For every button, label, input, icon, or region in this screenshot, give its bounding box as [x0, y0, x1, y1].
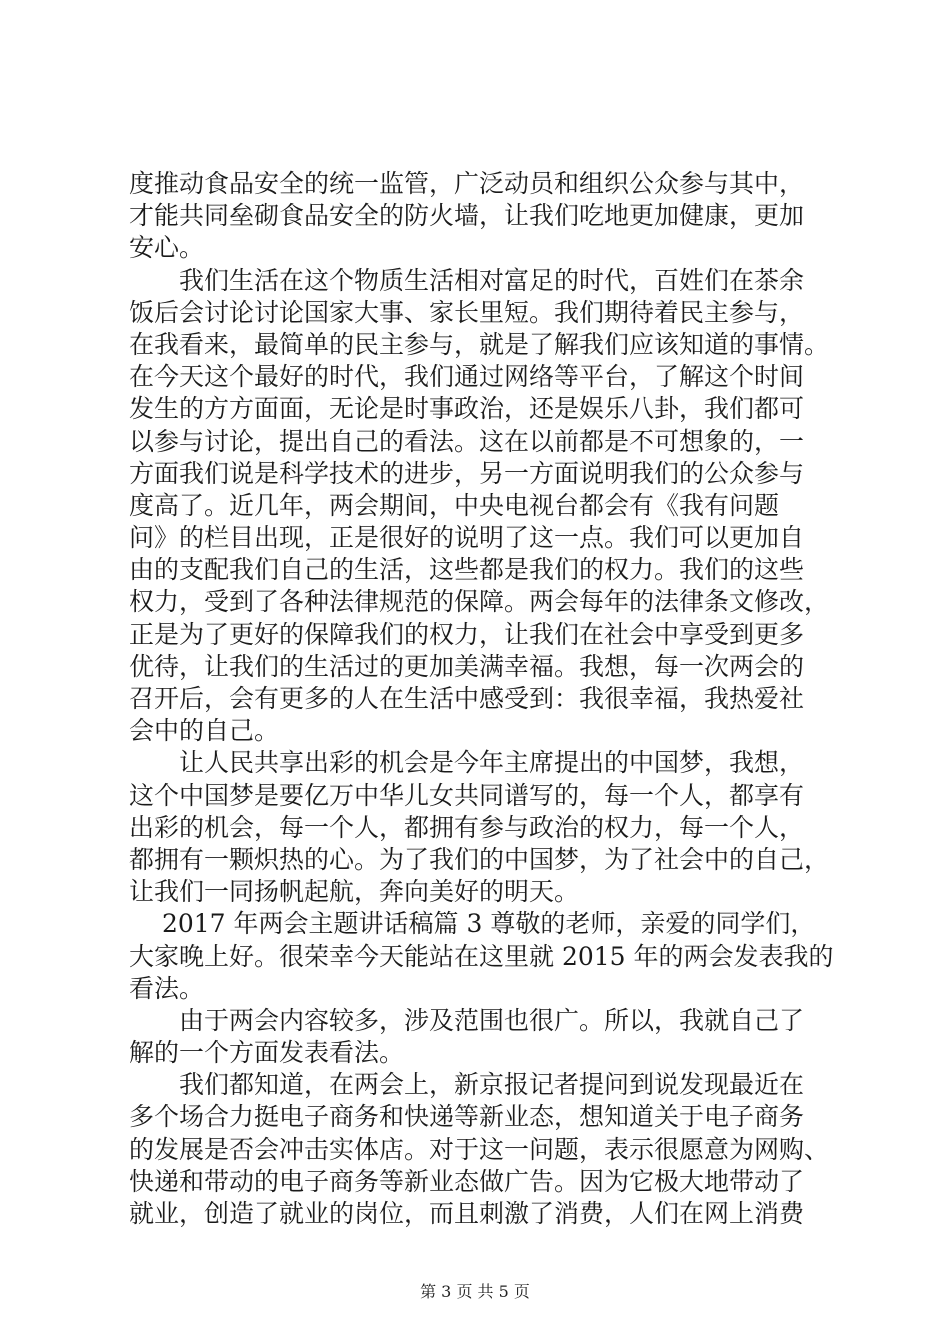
paragraph — [129, 265, 839, 748]
text-line: 由于两会内容较多，涉及范围也很广。所以，我就自己了 — [129, 1005, 805, 1035]
text-line: 出彩的机会，每一个人，都拥有参与政治的权力，每一个人， — [129, 812, 805, 842]
paragraph — [129, 1005, 839, 1069]
text-line: 由的支配我们自己的生活，这些都是我们的权力。我们的这些 — [129, 555, 805, 585]
text-line: 解的一个方面发表看法。 — [129, 1038, 405, 1068]
text-line: 才能共同垒砌食品安全的防火墙，让我们吃地更加健康，更加 — [129, 201, 805, 231]
text-line: 在今天这个最好的时代，我们通过网络等平台，了解这个时间 — [129, 362, 805, 392]
text-line: 我们生活在这个物质生活相对富足的时代，百姓们在茶余 — [129, 265, 805, 295]
text-line: 这个中国梦是要亿万中华儿女共同谱写的，每一个人，都享有 — [129, 780, 805, 810]
text-line: 权力，受到了各种法律规范的保障。两会每年的法律条文修改， — [129, 587, 830, 617]
text-line: 安心。 — [129, 233, 205, 263]
text-line: 让人民共享出彩的机会是今年主席提出的中国梦，我想， — [129, 748, 805, 778]
text-line: 召开后，会有更多的人在生活中感受到：我很幸福，我热爱社 — [129, 684, 805, 713]
text-line: 让我们一同扬帆起航，奔向美好的明天。 — [129, 877, 580, 907]
text-line: 饭后会讨论讨论国家大事、家长里短。我们期待着民主参与， — [129, 297, 805, 327]
text-line: 快递和带动的电子商务等新业态做广告。因为它极大地带动了 — [129, 1166, 805, 1196]
text-line: 的发展是否会冲击实体店。对于这一问题，表示很愿意为网购、 — [129, 1134, 830, 1164]
paragraph — [129, 747, 839, 908]
paragraph — [129, 168, 839, 265]
text-line: 会中的自己。 — [129, 716, 280, 746]
document-body — [129, 168, 839, 1230]
paragraph — [129, 908, 839, 1005]
text-line: 多个场合力挺电子商务和快递等新业态，想知道关于电子商务 — [129, 1102, 805, 1132]
text-line: 2017 年两会主题讲话稿篇 3 尊敬的老师，亲爱的同学们， — [129, 909, 816, 939]
text-line: 我们都知道，在两会上，新京报记者提问到说发现最近在 — [129, 1070, 805, 1100]
text-line: 就业，创造了就业的岗位，而且刺激了消费，人们在网上消费 — [129, 1199, 805, 1228]
page-footer: 第 3 页 共 5 页 — [420, 1282, 530, 1301]
text-line: 方面我们说是科学技术的进步，另一方面说明我们的公众参与 — [129, 458, 805, 488]
text-line: 优待，让我们的生活过的更加美满幸福。我想，每一次两会的 — [129, 651, 805, 681]
text-line: 以参与讨论，提出自己的看法。这在以前都是不可想象的，一 — [129, 426, 805, 456]
text-line: 问》的栏目出现，正是很好的说明了这一点。我们可以更加自 — [129, 523, 805, 553]
text-line: 发生的方方面面，无论是时事政治，还是娱乐八卦，我们都可 — [129, 394, 805, 424]
text-line: 大家晚上好。很荣幸今天能站在这里就 2015 年的两会发表我的 — [129, 941, 834, 971]
paragraph — [129, 1069, 839, 1230]
text-line: 在我看来，最简单的民主参与，就是了解我们应该知道的事情。 — [129, 329, 830, 359]
text-line: 度推动食品安全的统一监管，广泛动员和组织公众参与其中， — [129, 169, 805, 198]
text-line: 度高了。近几年，两会期间，中央电视台都会有《我有问题 — [129, 490, 780, 520]
text-line: 都拥有一颗炽热的心。为了我们的中国梦，为了社会中的自己， — [129, 844, 830, 874]
text-line: 正是为了更好的保障我们的权力，让我们在社会中享受到更多 — [129, 619, 805, 649]
text-line: 看法。 — [129, 973, 205, 1003]
